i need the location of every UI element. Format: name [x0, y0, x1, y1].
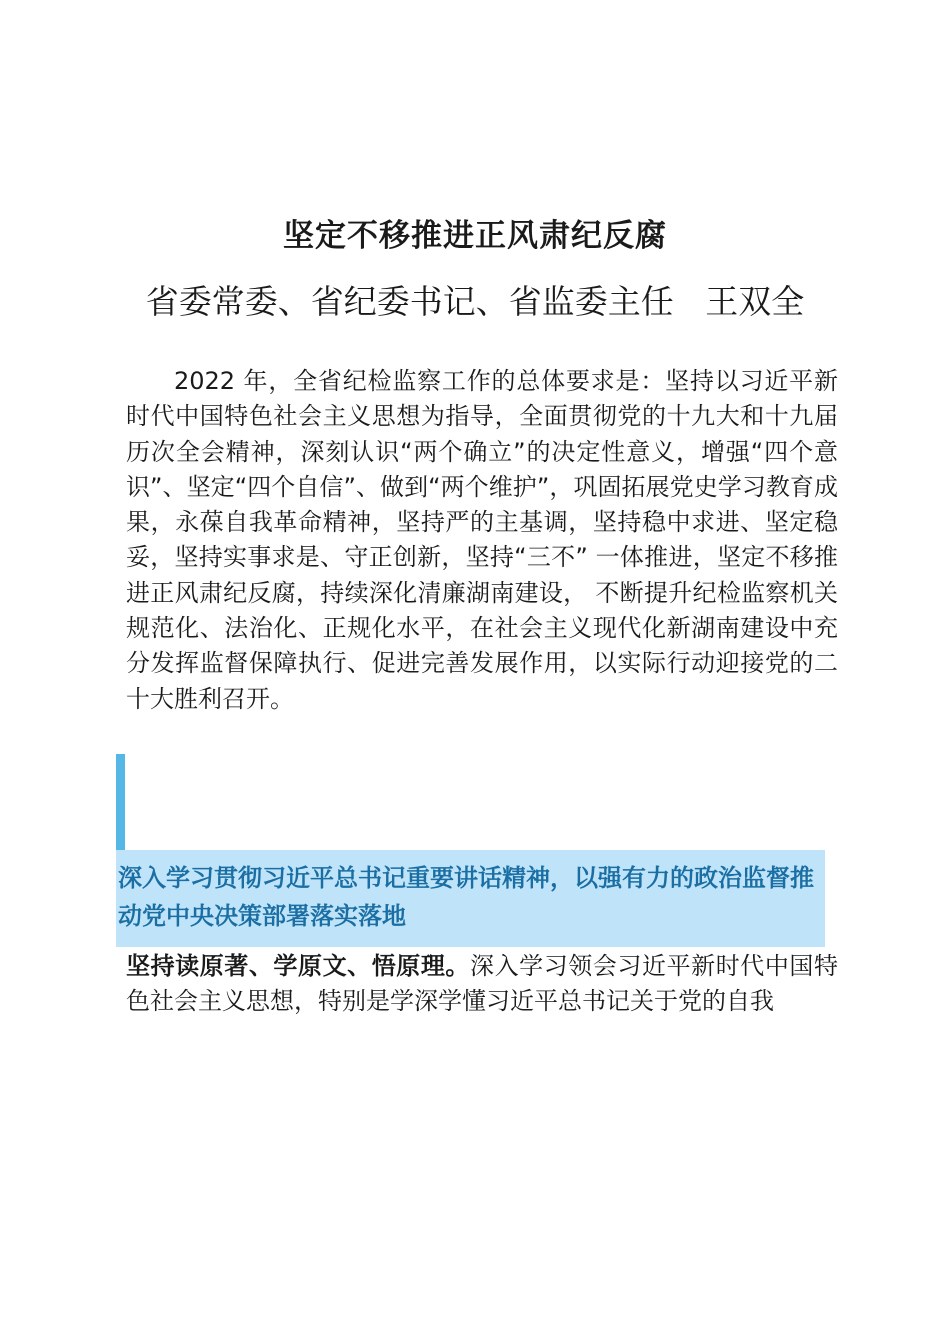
- section-heading-box: [116, 850, 825, 947]
- section-heading: 深入学习贯彻习近平总书记重要讲话精神，以强有力的政治监督推动党中央决策部署落实落地: [118, 864, 814, 930]
- section-paragraph: [126, 949, 838, 1020]
- intro-paragraph: 2022 年，全省纪检监察工作的总体要求是：坚持以习近平新时代中国特色社会主义思想为指导，全面贯彻党的十九大和十九届历次全会精神，深刻认识“两个确立”的决定性意义，增强“四个意识”、坚定“四个自信”、做到“两个维护”，巩固拓展党史学习教育成果，永葆自我革命精神，坚持严的主基调，坚持稳中求进、坚定稳妥，坚持实事求是、守正创新，坚持“三不” 一体推进，坚定不移推进正风肃纪反腐，持续深化清廉湖南建设， 不断提升纪检监察机关规范化、法治化、正规化水平，在社会主义现代化新湖南建设中充分发挥监督保障执行、促进完善发展作用，以实际行动迎接党的二十大胜利召开。: [126, 367, 838, 713]
- section-body-text: 深入学习领会习近平新时代中国特色社会主义思想，特别是学深学懂习近平总书记关于党的自我: [126, 952, 838, 1016]
- section-accent-bar: [116, 754, 125, 850]
- page-title: 坚定不移推进正风肃纪反腐: [283, 218, 667, 254]
- author-byline: 省委常委、省纪委书记、省监委主任 王双全: [145, 282, 805, 321]
- section-lead-text: 坚持读原著、学原文、悟原理。: [126, 952, 470, 980]
